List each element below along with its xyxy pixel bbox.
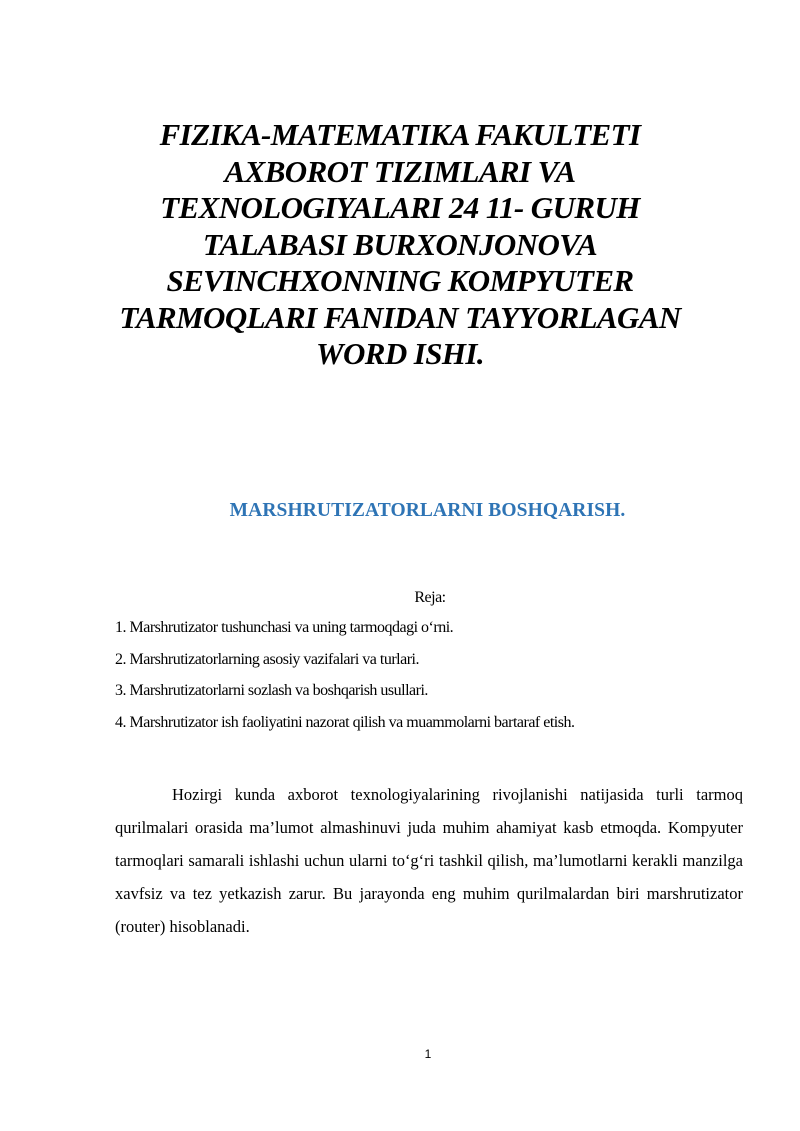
plan-item: 4. Marshrutizator ish faoliyatini nazorat qilish va muammolarni bartaraf etish.	[115, 713, 575, 731]
plan-section	[115, 587, 755, 743]
plan-item: 2. Marshrutizatorlarning asosiy vazifalari va turlari.	[115, 650, 419, 668]
plan-item: 3. Marshrutizatorlarni sozlash va boshqarish usullari.	[115, 682, 428, 699]
title-line: TEXNOLOGIYALARI 24 11- GURUH	[160, 190, 640, 225]
plan-item: 1. Marshrutizator tushunchasi va uning tarmoqdagi o‘rni.	[115, 619, 454, 636]
title-line: SEVINCHXONNING KOMPYUTER	[166, 263, 634, 298]
plan-title: Reja:	[414, 589, 446, 606]
section-heading: MARSHRUTIZATORLARNI BOSHQARISH.	[229, 500, 626, 521]
title-line: TARMOQLARI FANIDAN TAYYORLAGAN	[119, 299, 681, 335]
document-title	[100, 117, 700, 373]
page-number: 1	[424, 1047, 432, 1061]
body-paragraph: Hozirgi kunda axborot texnologiyalarining rivojlanishi natijasida turli tarmoq qurilmalari orasida ma’lumot almashinuvi juda muhim ahamiyat kasb etmoqda. Kompyuter tarmoqlari samarali ishlashi uchun ularni to‘g‘ri tashkil qilish, ma’lumotlarni kerakli manzilga xavfsiz va tez yetkazish zarur. Bu jarayonda eng muhim qurilmalardan biri marshrutizator (router) hisoblanadi.	[115, 785, 743, 936]
title-line: FIZIKA-MATEMATIKA FAKULTETI	[159, 117, 641, 152]
title-line: WORD ISHI.	[316, 336, 484, 371]
title-line: TALABASI BURXONJONOVA	[202, 226, 598, 262]
plan-list	[115, 617, 755, 734]
title-line: AXBOROT TIZIMLARI VA	[224, 153, 576, 189]
